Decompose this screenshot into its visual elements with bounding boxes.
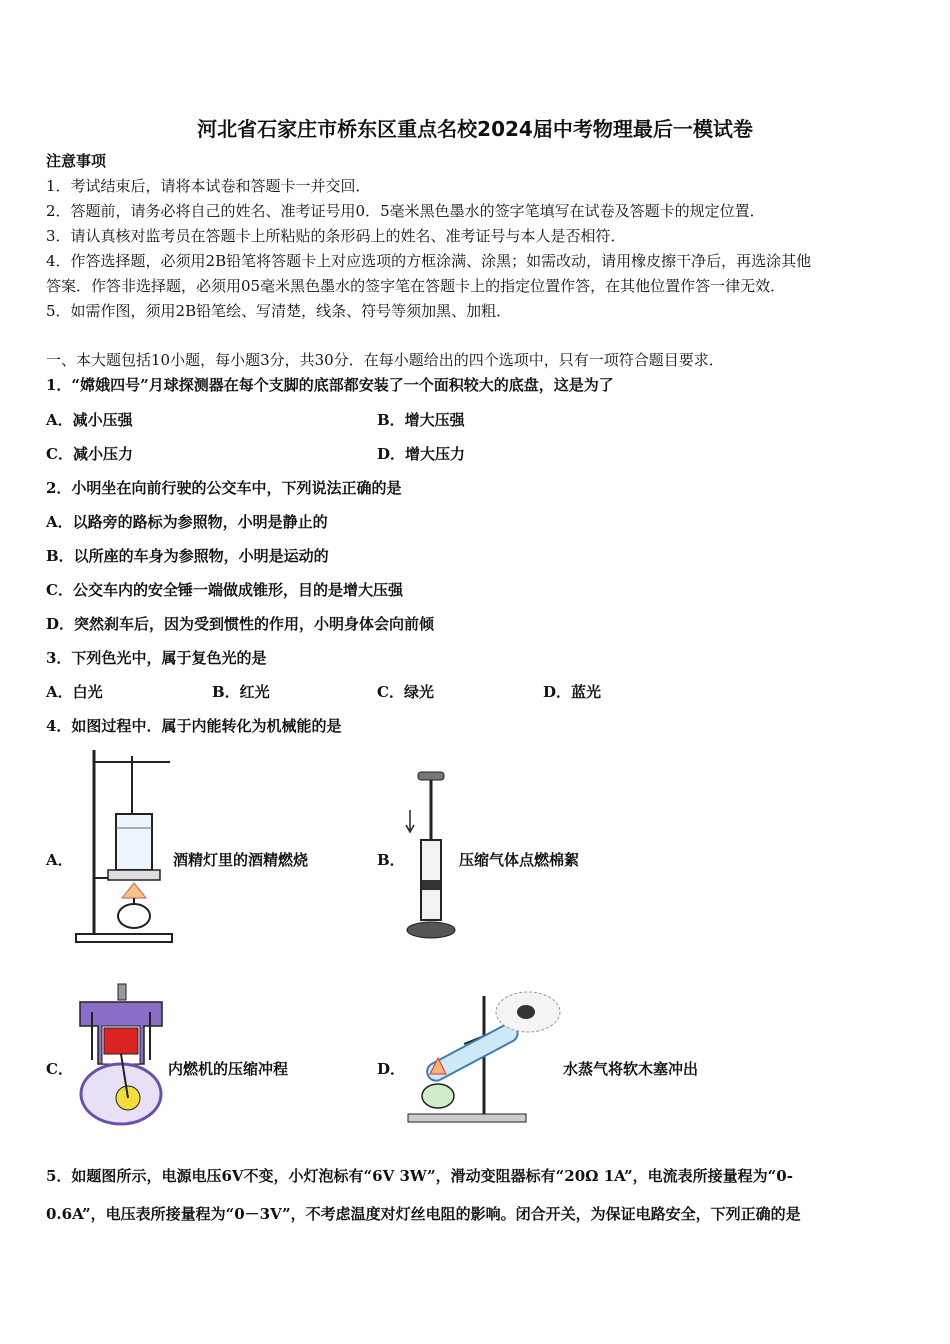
q4-option-c-text: 内燃机的压缩冲程 [168, 1060, 289, 1078]
notice-item: 4．作答选择题，必须用2B铅笔将答题卡上对应选项的方框涂满、涂黑；如需改动，请用橡皮擦干净后，再选涂其他 [46, 252, 812, 270]
notice-item: 答案．作答非选择题，必须用05毫米黑色墨水的签字笔在答题卡上的指定位置作答，在其他位置作答一律无效． [46, 277, 786, 295]
q1-option-d[interactable]: D．增大压力 [377, 445, 466, 463]
fire-syringe-figure [400, 770, 462, 942]
alcohol-lamp-apparatus-figure [74, 748, 174, 944]
q4-option-c-letter[interactable]: C． [46, 1060, 73, 1078]
q4-option-a-text: 酒精灯里的酒精燃烧 [173, 851, 309, 869]
notice-item: 3．请认真核对监考员在答题卡上所粘贴的条形码上的姓名、准考证号与本人是否相符． [46, 227, 626, 245]
notice-item: 1．考试结束后，请将本试卷和答题卡一并交回． [46, 177, 371, 195]
question-5-line-1: 5．如题图所示，电源电压6V不变，小灯泡标有“6V 3W”，滑动变阻器标有“20Ω 1A”，电流表所接量程为“0- [46, 1167, 793, 1185]
q4-option-a-letter[interactable]: A． [46, 851, 73, 869]
question-2-stem: 2．小明坐在向前行驶的公交车中，下列说法正确的是 [46, 479, 402, 497]
q3-option-c[interactable]: C．绿光 [377, 683, 434, 701]
q4-option-b-text: 压缩气体点燃棉絮 [459, 851, 580, 869]
q2-option-d[interactable]: D．突然刹车后，因为受到惯性的作用，小明身体会向前倾 [46, 615, 435, 633]
q3-option-b[interactable]: B．红光 [212, 683, 270, 701]
notice-item: 2．答题前，请务必将自己的姓名、准考证号用0．5毫米黑色墨水的签字笔填写在试卷及答题卡的规定位置． [46, 202, 765, 220]
q2-option-c[interactable]: C．公交车内的安全锤一端做成锥形，目的是增大压强 [46, 581, 403, 599]
q1-option-b[interactable]: B．增大压强 [377, 411, 465, 429]
notice-item: 5．如需作图，须用2B铅笔绘、写清楚，线条、符号等须加黑、加粗． [46, 302, 512, 320]
question-5-line-2: 0.6A”，电压表所接量程为“0－3V”，不考虑温度对灯丝电阻的影响。闭合开关，为保证电路安全，下列正确的是 [46, 1205, 801, 1223]
section-heading: 一、本大题包括10小题，每小题3分，共30分．在每小题给出的四个选项中，只有一项符合题目要求． [46, 351, 724, 369]
notice-heading: 注意事项 [46, 152, 107, 170]
q1-option-c[interactable]: C．减小压力 [46, 445, 133, 463]
q2-option-b[interactable]: B．以所座的车身为参照物，小明是运动的 [46, 547, 329, 565]
q3-option-a[interactable]: A．白光 [46, 683, 103, 701]
question-3-stem: 3．下列色光中，属于复色光的是 [46, 649, 267, 667]
q4-option-d-text: 水蒸气将软木塞冲出 [563, 1060, 699, 1078]
q2-option-a[interactable]: A．以路旁的路标为参照物，小明是静止的 [46, 513, 328, 531]
q1-option-a[interactable]: A．减小压强 [46, 411, 133, 429]
question-4-stem: 4．如图过程中．属于内能转化为机械能的是 [46, 717, 342, 735]
steam-cork-figure [404, 988, 562, 1128]
engine-cylinder-figure [74, 982, 168, 1128]
q3-option-d[interactable]: D．蓝光 [543, 683, 602, 701]
q4-option-b-letter[interactable]: B． [377, 851, 405, 869]
question-1-stem: 1．“嫦娥四号”月球探测器在每个支脚的底部都安装了一个面积较大的底盘，这是为了 [46, 376, 614, 394]
page-title: 河北省石家庄市桥东区重点名校2024届中考物理最后一模试卷 [197, 117, 753, 141]
q4-option-d-letter[interactable]: D． [377, 1060, 406, 1078]
